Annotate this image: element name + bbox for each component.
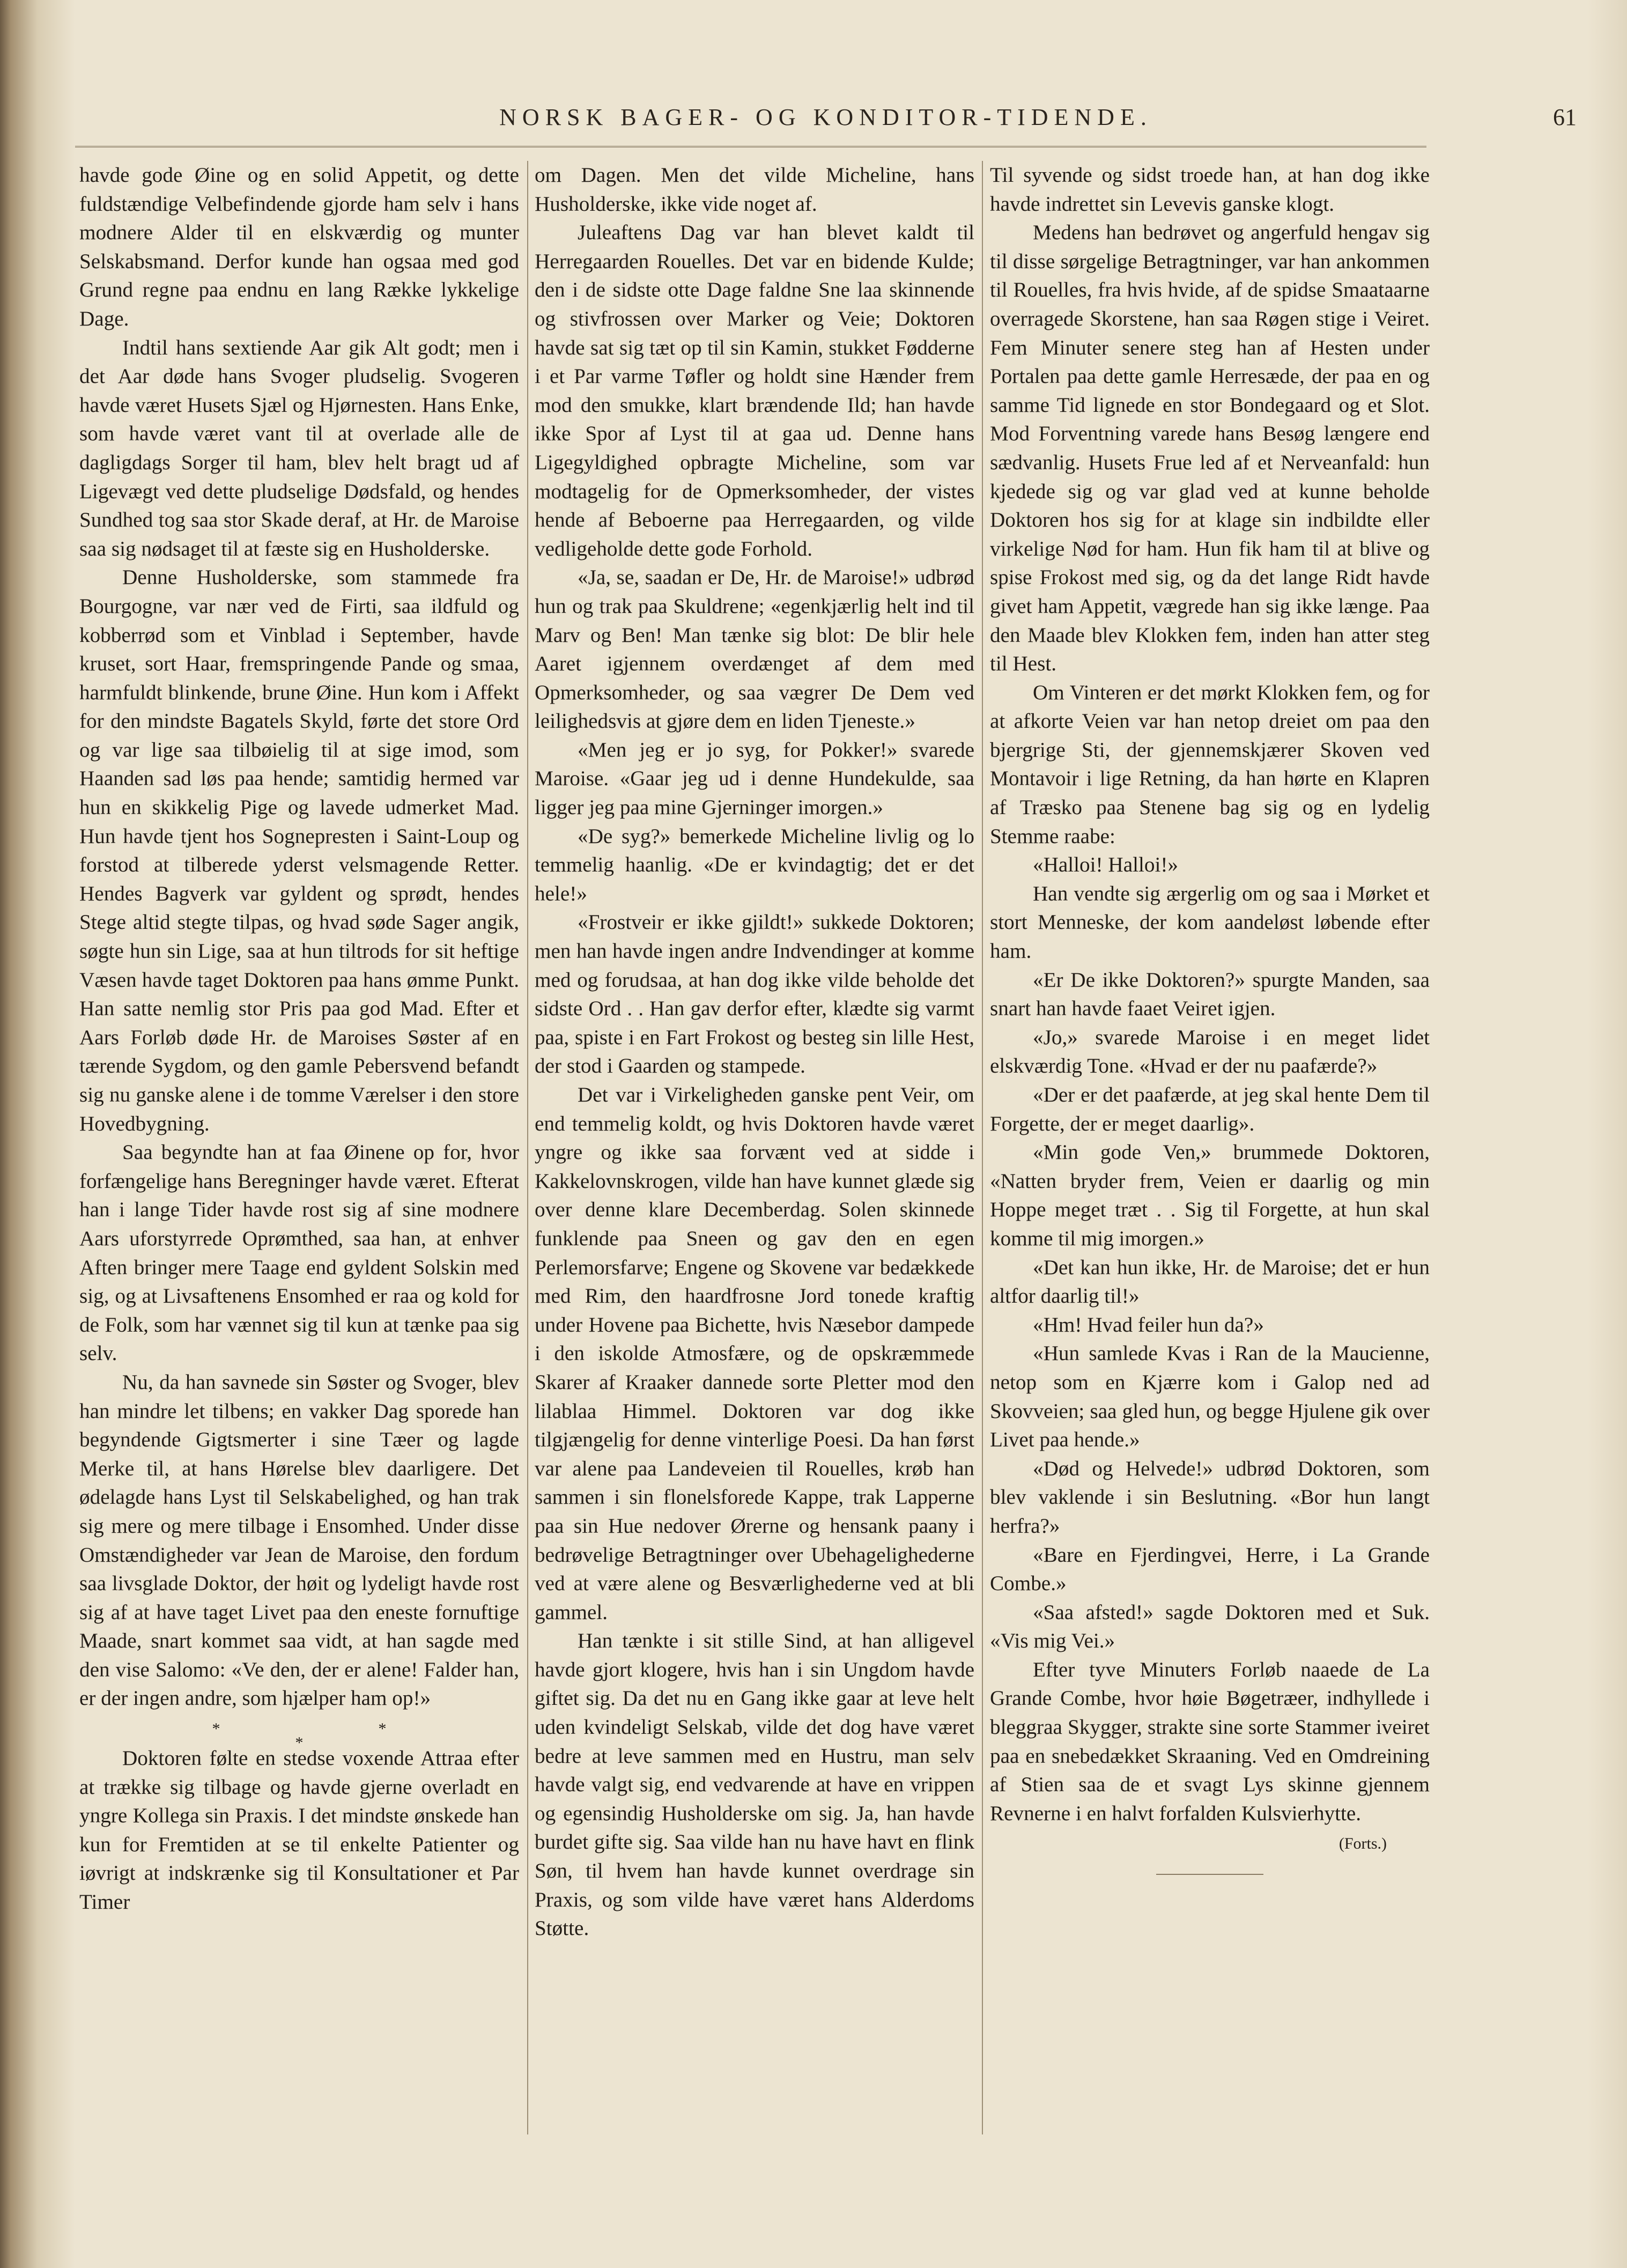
paragraph: Han tænkte i sit stille Sind, at han alligevel havde gjort klogere, hvis han i sin Ungdom havde giftet sig. Da det nu en Gang ikke gaar at leve helt uden kvindeligt Selskab, vilde det dog have været bedre at leve sammen med en Hustru, man selv havde valgt sig, end vedvarende at have en vrippen og egensindig Husholderske om sig. Ja, han havde burdet gifte sig. Saa vilde han nu have havt en flink Søn, til hvem han havde kunnet overdrage sin Praxis, og som vilde have været hans Alderdoms Støtte. xyxy=(535,1629,974,1940)
separator-star: * xyxy=(212,1720,295,1738)
paragraph: Juleaftens Dag var han blevet kaldt til Herregaarden Rouelles. Det var en bidende Kulde; den i de sidste otte Dage faldne Sne laa skinnende og stivfrossen over Marker og Veie; Doktoren havde sat sig tæt op til sin Kamin, stukket Fødderne i et Par varme Tøfler og holdt sine Hænder frem mod den smukke, klart brændende Ild; han havde ikke Spor af Lyst til at gaa ud. Denne hans Ligegyldighed opbragte Micheline, som var modtagelig for de Opmerksomheder, der vistes hende af Beboerne paa Herregaarden, og vilde vedligeholde dette gode Forhold. xyxy=(535,221,974,560)
paragraph: havde gode Øine og en solid Appetit, og dette fuldstændige Velbefindende gjorde ham selv i hans modnere Alder til en elskværdig og munter Selskabsmand. Derfor kunde han ogsaa med god Grund regne paa endnu en lang Række lykkelige Dage. xyxy=(79,164,519,330)
paragraph: Saa begyndte han at faa Øinene op for, hvor forfængelige hans Beregninger havde været. Efterat han i lange Tider havde rost sig af sine modnere Aars uforstyrrede Oprømthed, saa han, at enhver Aften bringer mere Taage end gyldent Solskin med sig, og at Livsaftenens Ensomhed er raa og kold for de Folk, som har vænnet sig til kun at tænke paa sig selv. xyxy=(79,1141,519,1365)
column-3 xyxy=(990,161,1430,1875)
page-number: 61 xyxy=(1553,104,1577,130)
paragraph: «Saa afsted!» sagde Doktoren med et Suk. «Vis mig Vei.» xyxy=(990,1600,1430,1653)
paragraph: Efter tyve Minuters Forløb naaede de La Grande Combe, hvor høie Bøgetræer, indhyllede i bleggraa Skygger, strakte sine sorte Stammer iveiret paa en snebedækket Skraaning. Ved en Omdreining af Stien saa de et svagt Lys skinne gjennem Revnerne i en halvt forfalden Kulsvierhytte. xyxy=(990,1658,1430,1825)
paragraph: «Der er det paafærde, at jeg skal hente Dem til Forgette, der er meget daarlig». xyxy=(990,1083,1430,1135)
publication-title: NORSK BAGER- OG KONDITOR-TIDENDE. xyxy=(499,104,1152,130)
section-separator xyxy=(79,1713,519,1752)
paragraph: «Frostveir er ikke gjildt!» sukkede Doktoren; men han havde ingen andre Indvendinger at komme med og forudsaa, at han dog ikke vilde beholde det sidste Ord . . Han gav derfor efter, klædte sig varmt paa, spiste i en Fart Frokost og besteg sin lille Hest, der stod i Gaarden og stampede. xyxy=(535,911,974,1078)
paragraph: «Jo,» svarede Maroise i en meget lidet elskværdig Tone. «Hvad er der nu paafærde?» xyxy=(990,1025,1430,1078)
paragraph: «Det kan hun ikke, Hr. de Maroise; det er hun altfor daarlig til!» xyxy=(990,1255,1430,1308)
paragraph: Om Vinteren er det mørkt Klokken fem, og for at afkorte Veien var han netop dreiet om paa den bjergrige Sti, der gjennemskjærer Skoven ved Montavoir i lige Retning, da han hørte en Klapren af Træsko paa Stenene bag sig og en lydelig Stemme raabe: xyxy=(990,681,1430,848)
paragraph: «De syg?» bemerkede Micheline livlig og lo temmelig haanlig. «De er kvindagtig; det er det hele!» xyxy=(535,824,974,905)
paragraph: Indtil hans sextiende Aar gik Alt godt; men i det Aar døde hans Svoger pludselig. Svogeren havde været Husets Sjæl og Hjørnesten. Hans Enke, som havde været vant til at overlade alle de dagligdags Sorger til ham, blev helt bragt ud af Ligevægt ved dette pludselige Dødsfald, og hendes Sundhed tog saa stor Skade deraf, at Hr. de Maroise saa sig nødsaget til at fæste sig en Husholderske. xyxy=(79,336,519,560)
column-divider xyxy=(527,161,528,2134)
column-1 xyxy=(79,161,519,1917)
continued-note: (Forts.) xyxy=(1338,1835,1387,1853)
separator-star: * xyxy=(295,1734,379,1752)
header-rule xyxy=(75,146,1426,147)
paragraph: Til syvende og sidst troede han, at han dog ikke havde indrettet sin Levevis ganske klogt. xyxy=(990,164,1430,216)
paragraph: «Er De ikke Doktoren?» spurgte Manden, saa snart han havde faaet Veiret igjen. xyxy=(990,968,1430,1021)
end-rule xyxy=(1156,1874,1263,1875)
paragraph: «Ja, se, saadan er De, Hr. de Maroise!» udbrød hun og trak paa Skuldrene; «egenkjærlig helt ind til Marv og Ben! Man tænke sig blot: De blir hele Aaret igjennem overdænget af dem med Opmerksomheder, og saa vægrer De Dem ved leilighedsvis at gjøre dem en liden Tjeneste.» xyxy=(535,566,974,733)
column-divider xyxy=(982,161,983,2134)
paragraph: «Bare en Fjerdingvei, Herre, i La Grande Combe.» xyxy=(990,1543,1430,1595)
paragraph: Det var i Virkeligheden ganske pent Veir, om end temmelig koldt, og hvis Doktoren havde været yngre og ikke saa forvænt ved at sidde i Kakkelovnskrogen, vilde han have kunnet glæde sig over denne klare Decemberdag. Solen skinnede funklende paa Sneen og gav den en egen Perlemorsfarve; Engene og Skovene var bedækkede med Rim, den haardfrosne Jord tonede kraftig under Hovene paa Bichette, hvis Næsebor dampede i den iskolde Atmosfære, og de opskræmmede Skarer af Kraaker dannede sorte Pletter mod den lilablaa Himmel. Doktoren var dog ikke tilgjængelig for denne vinterlige Poesi. Da han først var alene paa Landeveien til Rouelles, krøb han sammen i sin flonelsforede Kappe, trak Lapperne paa sin Hue nedover Ørerne og hensank paany i bedrøvelige Betragtninger over Ubehagelighederne ved at være alene og Besværlighederne ved at bli gammel. xyxy=(535,1083,974,1624)
paragraph: «Hm! Hvad feiler hun da?» xyxy=(1033,1313,1264,1336)
paragraph: om Dagen. Men det vilde Micheline, hans Husholderske, ikke vide noget af. xyxy=(535,164,974,216)
paragraph: «Hun samlede Kvas i Ran de la Maucienne, netop som en Kjærre kom i Galop ned ad Skovveien; saa gled hun, og begge Hjulene gik over Livet paa hende.» xyxy=(990,1342,1430,1452)
paragraph: Doktoren følte en stedse voxende Attraa efter at trække sig tilbage og havde gjerne overladt en yngre Kollega sin Praxis. I det mindste ønskede han kun for Fremtiden at se til enkelte Patienter og iøvrigt at indskrænke sig til Konsultationer et Par Timer xyxy=(79,1747,519,1914)
column-2 xyxy=(535,161,974,1943)
separator-star: * xyxy=(378,1720,462,1738)
paragraph: Han vendte sig ærgerlig om og saa i Mørket et stort Menneske, der kom aandeløst løbende efter ham. xyxy=(990,882,1430,963)
paragraph: «Halloi! Halloi!» xyxy=(1033,853,1178,877)
paragraph: «Min gode Ven,» brummede Doktoren, «Natten bryder frem, Veien er daarlig og min Hoppe meget træt . . Sig til Forgette, at hun skal komme til mig imorgen.» xyxy=(990,1141,1430,1250)
paragraph: Denne Husholderske, som stammede fra Bourgogne, var nær ved de Firti, saa ildfuld og kobberrød som et Vinblad i September, havde kruset, sort Haar, fremspringende Pande og smaa, harmfuldt blinkende, brune Øine. Hun kom i Affekt for den mindste Bagatels Skyld, førte det store Ord og var lige saa tilbøielig til at sige imod, som Haanden sad løs paa hende; samtidig hermed var hun en skikkelig Pige og lavede udmerket Mad. Hun havde tjent hos Sognepresten i Saint-Loup og forstod at tilberede yderst velsmagende Retter. Hendes Bagverk var gyldent og sprødt, hendes Stege altid stegte tilpas, og hvad søde Sager angik, søgte hun sin Lige, saa at hun tiltrods for sit heftige Væsen havde taget Doktoren paa hans ømme Punkt. Han satte nemlig stor Pris paa god Mad. Efter et Aars Forløb døde Hr. de Maroises Søster af en tærende Sygdom, og den gamle Pebersvend befandt sig nu ganske alene i de tomme Værelser i den store Hovedbygning. xyxy=(79,566,519,1135)
paragraph: «Død og Helvede!» udbrød Doktoren, som blev vaklende i sin Beslutning. «Bor hun langt herfra?» xyxy=(990,1457,1430,1538)
paragraph: Medens han bedrøvet og angerfuld hengav sig til disse sørgelige Betragtninger, var han ankommen til Rouelles, fra hvis hvide, af de spidse Smaataarne overragede Skorstene, han saa Røgen stige i Veiret. Fem Minuter senere steg han af Hesten under Portalen paa dette gamle Herresæde, der paa en og samme Tid lignede en stor Bondegaard og et Slot. Mod Forventning varede hans Besøg længere end sædvanlig. Husets Frue led af et Nerveanfald: hun kjedede sig og var glad ved at kunne beholde Doktoren hos sig for at klage sin indbildte eller virkelige Nød for ham. Hun fik ham til at blive og spise Frokost med sig, og da det lange Ridt havde givet ham Appetit, vægrede han sig ikke længe. Paa den Maade blev Klokken fem, inden han atter steg til Hest. xyxy=(990,221,1430,676)
paragraph: Nu, da han savnede sin Søster og Svoger, blev han mindre let tilbens; en vakker Dag sporede han begyndende Gigtsmerter i sine Tæer og lagde Merke til, at hans Hørelse blev daarligere. Det ødelagde hans Lyst til Selskabelighed, og han trak sig mere og mere tilbage i Ensomhed. Under disse Omstændigheder var Jean de Maroise, den fordum saa livsglade Doktor, der høit og lydeligt havde rost sig af at have taget Livet paa den eneste fornuftige Maade, snart kommet saa vidt, at han sagde med den vise Salomo: «Ve den, der er alene! Falder han, er der ingen andre, som hjælper ham op!» xyxy=(79,1370,519,1710)
running-header xyxy=(75,94,1577,142)
paragraph: «Men jeg er jo syg, for Pokker!» svarede Maroise. «Gaar jeg ud i denne Hundekulde, saa ligger jeg paa mine Gjerninger imorgen.» xyxy=(535,738,974,819)
